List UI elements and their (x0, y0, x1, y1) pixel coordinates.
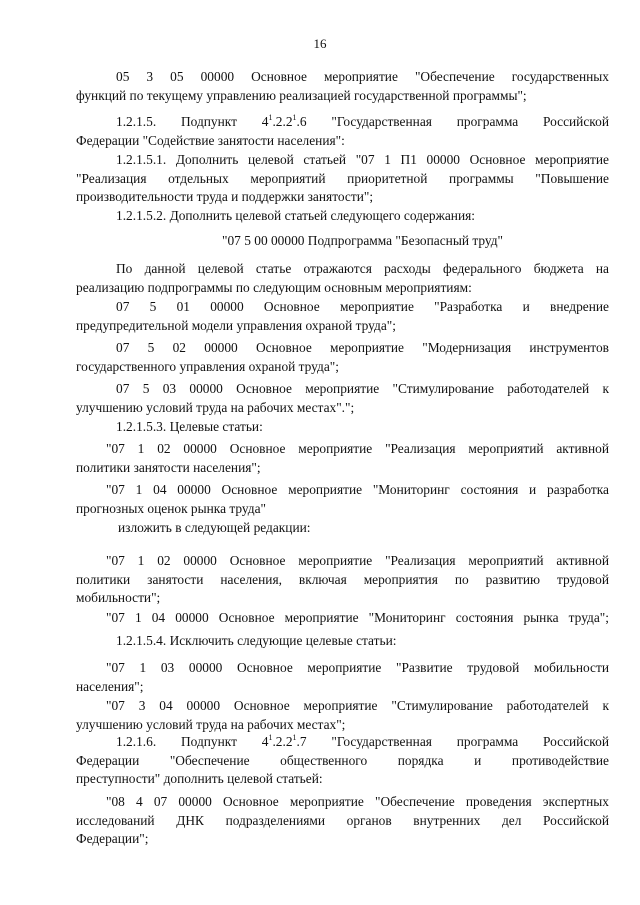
text-line: улучшению условий труда на рабочих местах"; (76, 716, 346, 732)
text-line: преступности" дополнить целевой статьей: (76, 771, 323, 787)
text-line: 07 5 01 00000 Основное мероприятие "Разработка и внедрение (116, 299, 609, 314)
text-segment: .6 "Государственная программа Российской (296, 114, 609, 129)
text-segment: 1.2.1.5. Подпункт 4 (116, 114, 269, 129)
subprogram-heading: "07 5 00 00000 Подпрограмма "Безопасный труд" (222, 233, 503, 248)
text-line: улучшению условий труда на рабочих местах"."; (76, 399, 355, 415)
paragraph-10 (76, 418, 609, 437)
paragraph-1 (76, 68, 609, 105)
text-line: населения"; (76, 678, 144, 694)
text-line: По данной целевой статье отражаются расходы федерального бюджета на (116, 261, 609, 276)
text-line: "07 1 03 00000 Основное мероприятие "Развитие трудовой мобильности (106, 660, 609, 675)
text-line: 07 5 02 00000 Основное мероприятие "Модернизация инструментов (116, 340, 609, 355)
text-line: "Реализация отдельных мероприятий приоритетной программы "Повышение (76, 170, 609, 186)
paragraph-20 (76, 793, 609, 849)
text-line: "07 3 04 00000 Основное мероприятие "Стимулирование работодателей к (106, 698, 609, 713)
text-line: "07 1 04 00000 Основное мероприятие "Мониторинг состояния и разработка (106, 482, 609, 497)
text-line: 05 3 05 00000 Основное мероприятие "Обеспечение государственных (116, 69, 609, 84)
paragraph-8 (76, 339, 609, 376)
text-line: 1.2.1.5.2. Дополнить целевой статьей следующего содержания: (116, 208, 476, 223)
text-line: 1.2.1.5.1. Дополнить целевой статьей "07 1 П1 00000 Основное мероприятие (116, 152, 609, 167)
text-segment: .7 "Государственная программа Российской (296, 734, 609, 749)
text-line: производительности труда и поддержки занятости"; (76, 189, 374, 205)
text-line: политики занятости населения"; (76, 459, 261, 475)
paragraph-14 (76, 552, 609, 608)
text-line: реализацию подпрограммы по следующим основным мероприятиям: (76, 279, 472, 295)
text-line: изложить в следующей редакции: (118, 520, 311, 535)
paragraph-18 (76, 697, 609, 734)
paragraph-9 (76, 380, 609, 417)
paragraph-3 (76, 151, 609, 207)
text-segment: 1.2.1.6. Подпункт 4 (116, 734, 269, 749)
text-line: предупредительной модели управления охраной труда"; (76, 317, 396, 333)
paragraph-16 (76, 632, 609, 651)
paragraph-6 (76, 260, 609, 297)
text-line (76, 733, 609, 752)
text-line: 07 5 03 00000 Основное мероприятие "Стимулирование работодателей к (116, 381, 609, 396)
paragraph-4 (76, 207, 609, 226)
text-segment: .2.2 (272, 734, 293, 749)
text-line: Федерации"; (76, 831, 149, 847)
paragraph-17 (76, 659, 609, 696)
text-line: "07 1 02 00000 Основное мероприятие "Реализация мероприятий активной (106, 441, 609, 456)
text-line: функций по текущему управлению реализацией государственной программы"; (76, 87, 527, 103)
paragraph-19 (76, 733, 609, 789)
text-line: "08 4 07 00000 Основное мероприятие "Обеспечение проведения экспертных (106, 794, 609, 809)
text-line: 1.2.1.5.3. Целевые статьи: (116, 419, 263, 434)
text-line: "07 1 04 00000 Основное мероприятие "Мониторинг состояния рынка труда"; (106, 610, 609, 625)
superscript: 1 (268, 112, 273, 122)
text-line: мобильности"; (76, 590, 161, 606)
text-line: государственного управления охраной труда"; (76, 358, 339, 374)
superscript: 1 (268, 732, 273, 742)
text-line: прогнозных оценок рынка труда" (76, 500, 266, 516)
text-segment: .2.2 (272, 114, 293, 129)
page-number: 16 (313, 36, 327, 51)
text-line (76, 113, 609, 132)
superscript: 1 (292, 112, 297, 122)
paragraph-13 (76, 519, 609, 538)
paragraph-2 (76, 113, 609, 150)
text-line: Федерации "Содействие занятости населения": (76, 132, 345, 148)
text-line: политики занятости населения, включая мероприятия по развитию трудовой (76, 571, 609, 587)
paragraph-12 (76, 481, 609, 518)
paragraph-11 (76, 440, 609, 477)
text-line: исследований ДНК подразделениями органов внутренних дел Российской (76, 812, 609, 828)
text-line: "07 1 02 00000 Основное мероприятие "Реализация мероприятий активной (106, 553, 609, 568)
paragraph-7 (76, 298, 609, 335)
paragraph-15 (76, 609, 609, 628)
superscript: 1 (292, 732, 297, 742)
text-line: 1.2.1.5.4. Исключить следующие целевые статьи: (116, 633, 397, 648)
text-line: Федерации "Обеспечение общественного порядка и противодействие (76, 752, 609, 768)
paragraph-5 (76, 232, 609, 251)
